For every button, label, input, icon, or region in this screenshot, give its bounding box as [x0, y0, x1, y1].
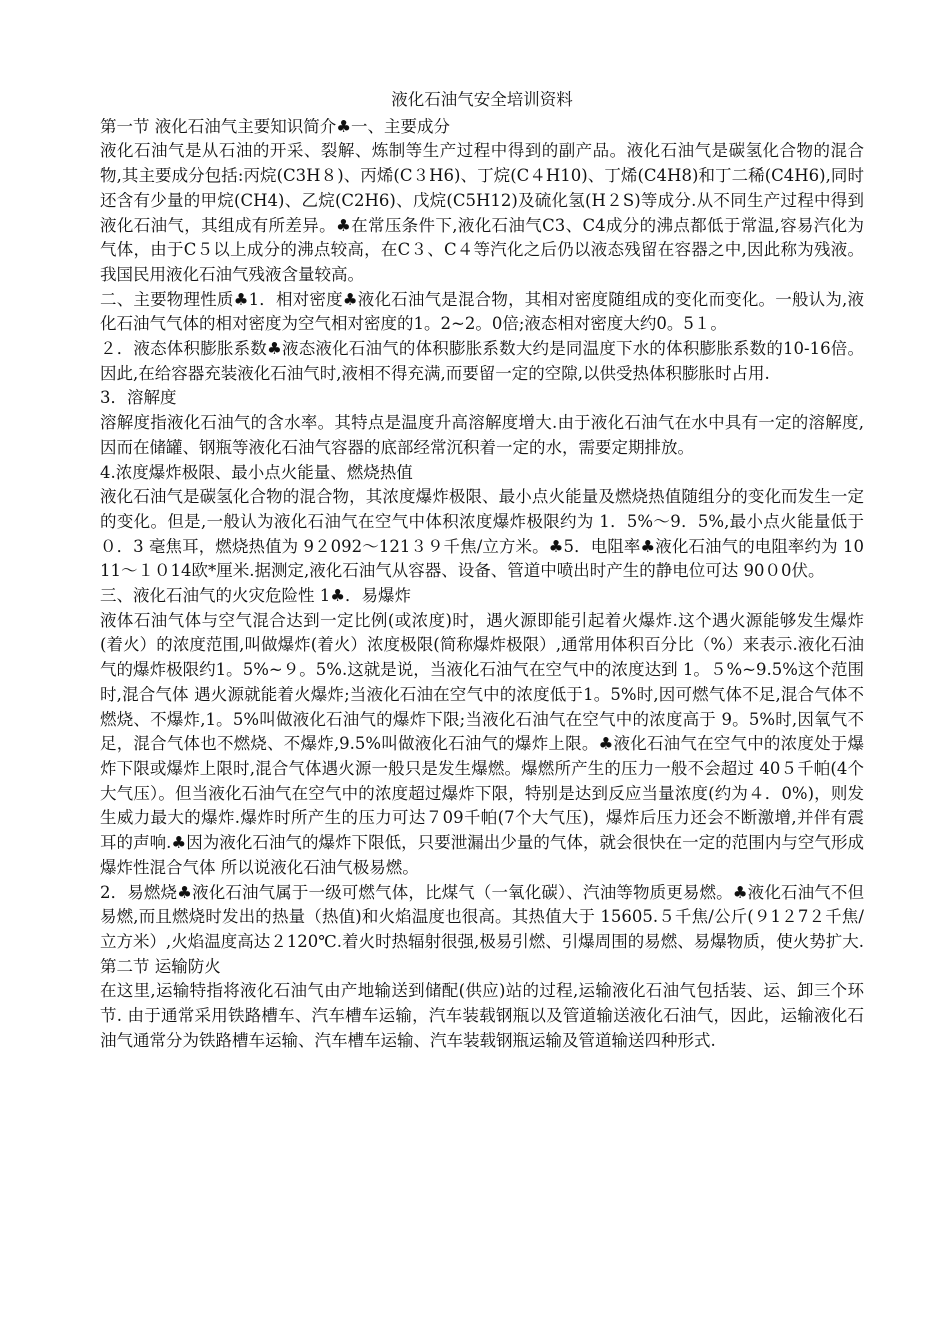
paragraph-solubility: 溶解度指液化石油气的含水率。其特点是温度升高溶解度增大.由于液化石油气在水中具有一定的溶解度,因而在储罐、钢瓶等液化石油气容器的底部经常沉积着一定的水，需要定期排放。 [100, 413, 864, 457]
section-heading-1: 第一节 液化石油气主要知识简介♣一、主要成分 [100, 116, 451, 136]
document-title: 液化石油气安全培训资料 [391, 90, 573, 109]
paragraph-composition: 液化石油气是从石油的开采、裂解、炼制等生产过程中得到的副产品。液化石油气是碳氢化合物的混合物,其主要成分包括:丙烷(C3H８)、丙烯(C３H6)、丁烷(C４H10)、丁烯(C4H8)和丁二稀(C4H6),同时还含有少量的甲烷(CH4)、乙烷(C2H6)、戊烷(C5H12)及硫化氢(H２S)等成分.从不同生产过程中得到液化石油气，其组成有所差异。♣在常压条件下,液化石油气C3、C4成分的沸点都低于常温,容易汽化为气体，由于C５以上成分的沸点较高，在C３、C４等汽化之后仍以液态残留在容器之中,因此称为残液。我国民用液化石油气残液含量较高。 [100, 141, 864, 284]
paragraph-transport: 在这里,运输特指将液化石油气由产地输送到储配(供应)站的过程,运输液化石油气包括装、运、卸三个环节. 由于通常采用铁路槽车、汽车槽车运输，汽车装载钢瓶以及管道输送液化石油气，因此，运输液化石油气通常分为铁路槽车运输、汽车槽车运输、汽车装载钢瓶运输及管道输送四种形式. [100, 981, 864, 1050]
heading-solubility: 3．溶解度 [100, 388, 177, 408]
heading-explosion-limits: 4.浓度爆炸极限、最小点火能量、燃烧热值 [100, 462, 413, 482]
heading-fire-hazard: 三、液化石油气的火灾危险性 1♣．易爆炸 [100, 586, 412, 606]
paragraph-relative-density: 二、主要物理性质♣1．相对密度♣液化石油气是混合物，其相对密度随组成的变化而变化。一般认为,液化石油气气体的相对密度为空气相对密度的1。2~2。0倍;液态相对密度大约0。5１。 [100, 289, 864, 334]
paragraph-explosive: 液体石油气体与空气混合达到一定比例(或浓度)时，遇火源即能引起着火爆炸.这个遇火源能够发生爆炸(着火）的浓度范围,叫做爆炸(着火）浓度极限(简称爆炸极限）,通常用体积百分比（%）来表示.液化石油气的爆炸极限约1。5%~９。5%.这就是说，当液化石油气在空气中的浓度达到 1。５%~9.5%这个范围时,混合气体 遇火源就能着火爆炸;当液化石油在空气中的浓度低于1。5%时,因可燃气体不足,混合气体不燃烧、不爆炸,1。5%叫做液化石油气的爆炸下限;当液化石油气在空气中的浓度高于 9。5%时,因氧气不足，混合气体也不燃烧、不爆炸,9.5%叫做液化石油气的爆炸上限。♣液化石油气在空气中的浓度处于爆炸下限或爆炸上限时,混合气体遇火源一般只是发生爆燃。爆燃所产生的压力一般不会超过 40５千帕(4个大气压）。但当液化石油气在空气中的浓度超过爆炸下限，特别是达到反应当量浓度(约为４．0%)，则发生威力最大的爆炸.爆炸时所产生的压力可达７09千帕(7个大气压)，爆炸后压力还会不断激增,并伴有震耳的声响.♣因为液化石油气的爆炸下限低，只要泄漏出少量的气体，就会很快在一定的范围内与空气形成爆炸性混合气体 所以说液化石油气极易燃。 [100, 610, 864, 877]
paragraph-expansion: ２．液态体积膨胀系数♣液态液化石油气的体积膨胀系数大约是同温度下水的体积膨胀系数的10-16倍。因此,在给容器充装液化石油气时,液相不得充满,而要留一定的空隙,以供受热体积膨胀时占用. [100, 339, 864, 383]
paragraph-flammable: 2．易燃烧♣液化石油气属于一级可燃气体，比煤气（一氧化碳）、汽油等物质更易燃。♣液化石油气不但易燃,而且燃烧时发出的热量（热值)和火焰温度也很高。其热值大于 15605.５千焦/公斤(９1２7２千焦/立方米）,火焰温度高达２120℃.着火时热辐射很强,极易引燃、引爆周围的易燃、易爆物质，使火势扩大.第二节 运输防火 [100, 882, 864, 976]
paragraph-explosion-limits: 液化石油气是碳氢化合物的混合物，其浓度爆炸极限、最小点火能量及燃烧热值随组分的变化而发生一定的变化。但是,一般认为液化石油气在空气中体积浓度爆炸极限约为 1．5%～9．5%,最小点火能量低于０．3 毫焦耳，燃烧热值为 9２092～121３９千焦/立方米。♣5．电阻率♣液化石油气的电阻率约为 1011～１０14欧*厘米.据测定,液化石油气从容器、设备、管道中喷出时产生的静电位可达 90０0伏。 [100, 487, 864, 581]
